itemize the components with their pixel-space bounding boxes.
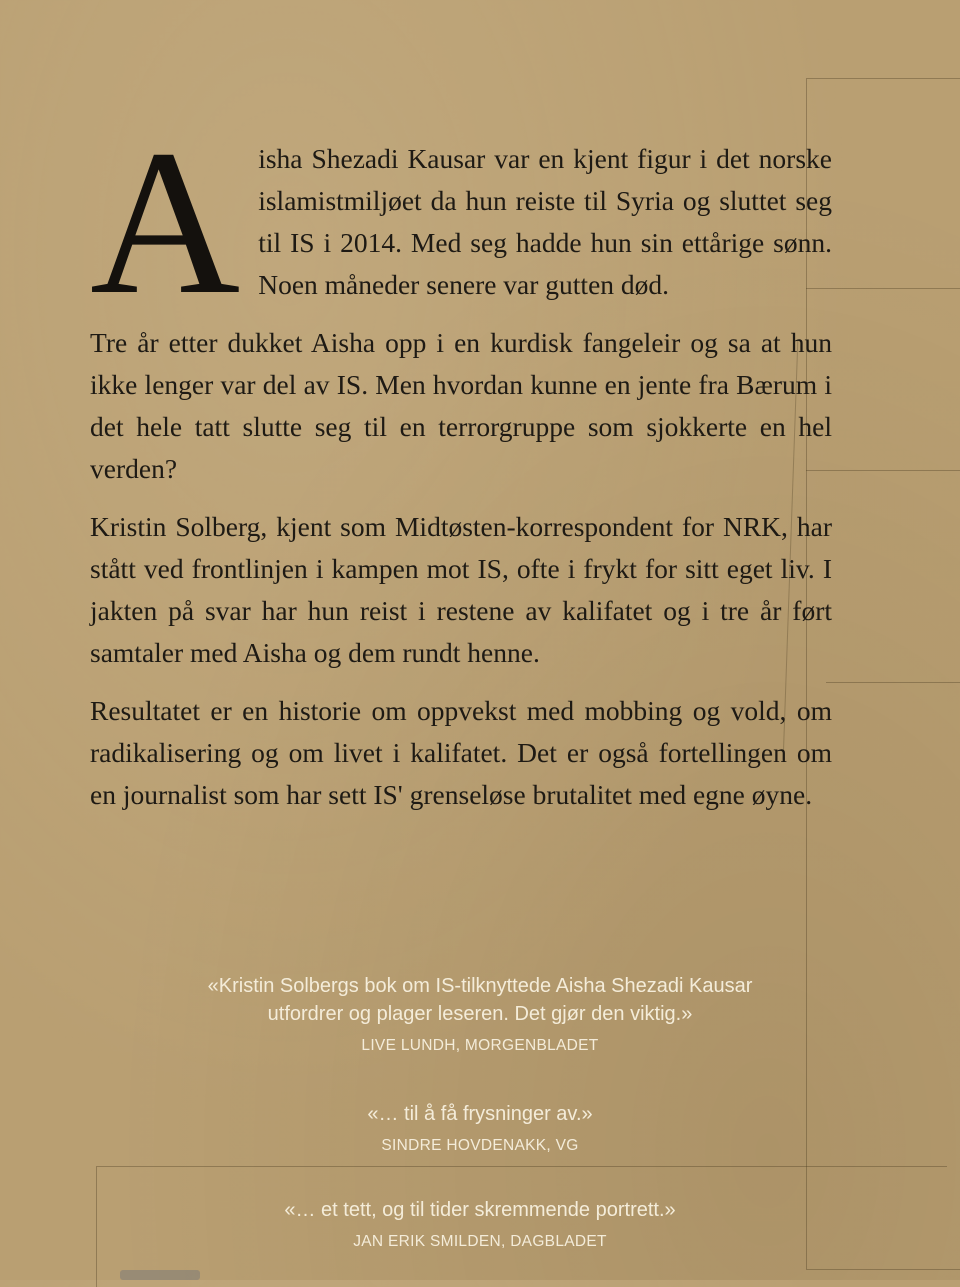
review-quote-text: «… til å få frysninger av.» [367, 1103, 593, 1125]
blurb-paragraph-1-rest: var en kjent figur i det norske islamistmiljøet da hun reiste til Syria og sluttet seg til IS i 2014. Med seg hadde hun sin ettårige sønn. Noen måneder senere var gutten død. [258, 143, 832, 300]
drop-cap: A [90, 107, 241, 337]
blurb-paragraph-1 [90, 107, 832, 337]
blurb-text [90, 107, 832, 832]
review-quote-2 [0, 1100, 960, 1158]
blurb-paragraph-2: Tre år etter dukket Aisha opp i en kurdisk fangeleir og sa at hun ikke lenger var del av IS. Men hvordan kunne en jente fra Bærum i det hele tatt slutte seg til en terrorgruppe som sjokkerte en hel verden? [90, 327, 832, 484]
barcode-edge [120, 1270, 200, 1280]
review-quote-text: «Kristin Solbergs bok om IS-tilknyttede Aisha Shezadi Kausar [207, 975, 753, 997]
blurb-lead: isha Shezadi Kausar [258, 143, 486, 174]
review-quote-text: utfordrer og plager leseren. Det gjør den viktig.» [267, 1003, 693, 1025]
review-source: LIVE LUNDH, MORGENBLADET [361, 1037, 599, 1054]
review-source: SINDRE HOVDENAKK, VG [381, 1137, 579, 1154]
review-quote-3 [0, 1196, 960, 1254]
review-quote-1 [0, 972, 960, 1058]
blurb-paragraph-4: Resultatet er en historie om oppvekst med mobbing og vold, om radikalisering og om livet i kalifatet. Det er også fortellingen om en journalist som har sett IS' grenseløse brutalitet med egne øyne. [90, 695, 832, 810]
blurb-paragraph-3: Kristin Solberg, kjent som Midtøsten-korrespondent for NRK, har stått ved frontlinjen i kampen mot IS, ofte i frykt for sitt eget liv. I jakten på svar har hun reist i restene av kalifatet og i tre år ført samtaler med Aisha og dem rundt henne. [90, 511, 832, 668]
review-source: JAN ERIK SMILDEN, DAGBLADET [353, 1233, 607, 1250]
review-quote-text: «… et tett, og til tider skremmende portrett.» [284, 1199, 676, 1221]
edge-line [826, 682, 960, 683]
